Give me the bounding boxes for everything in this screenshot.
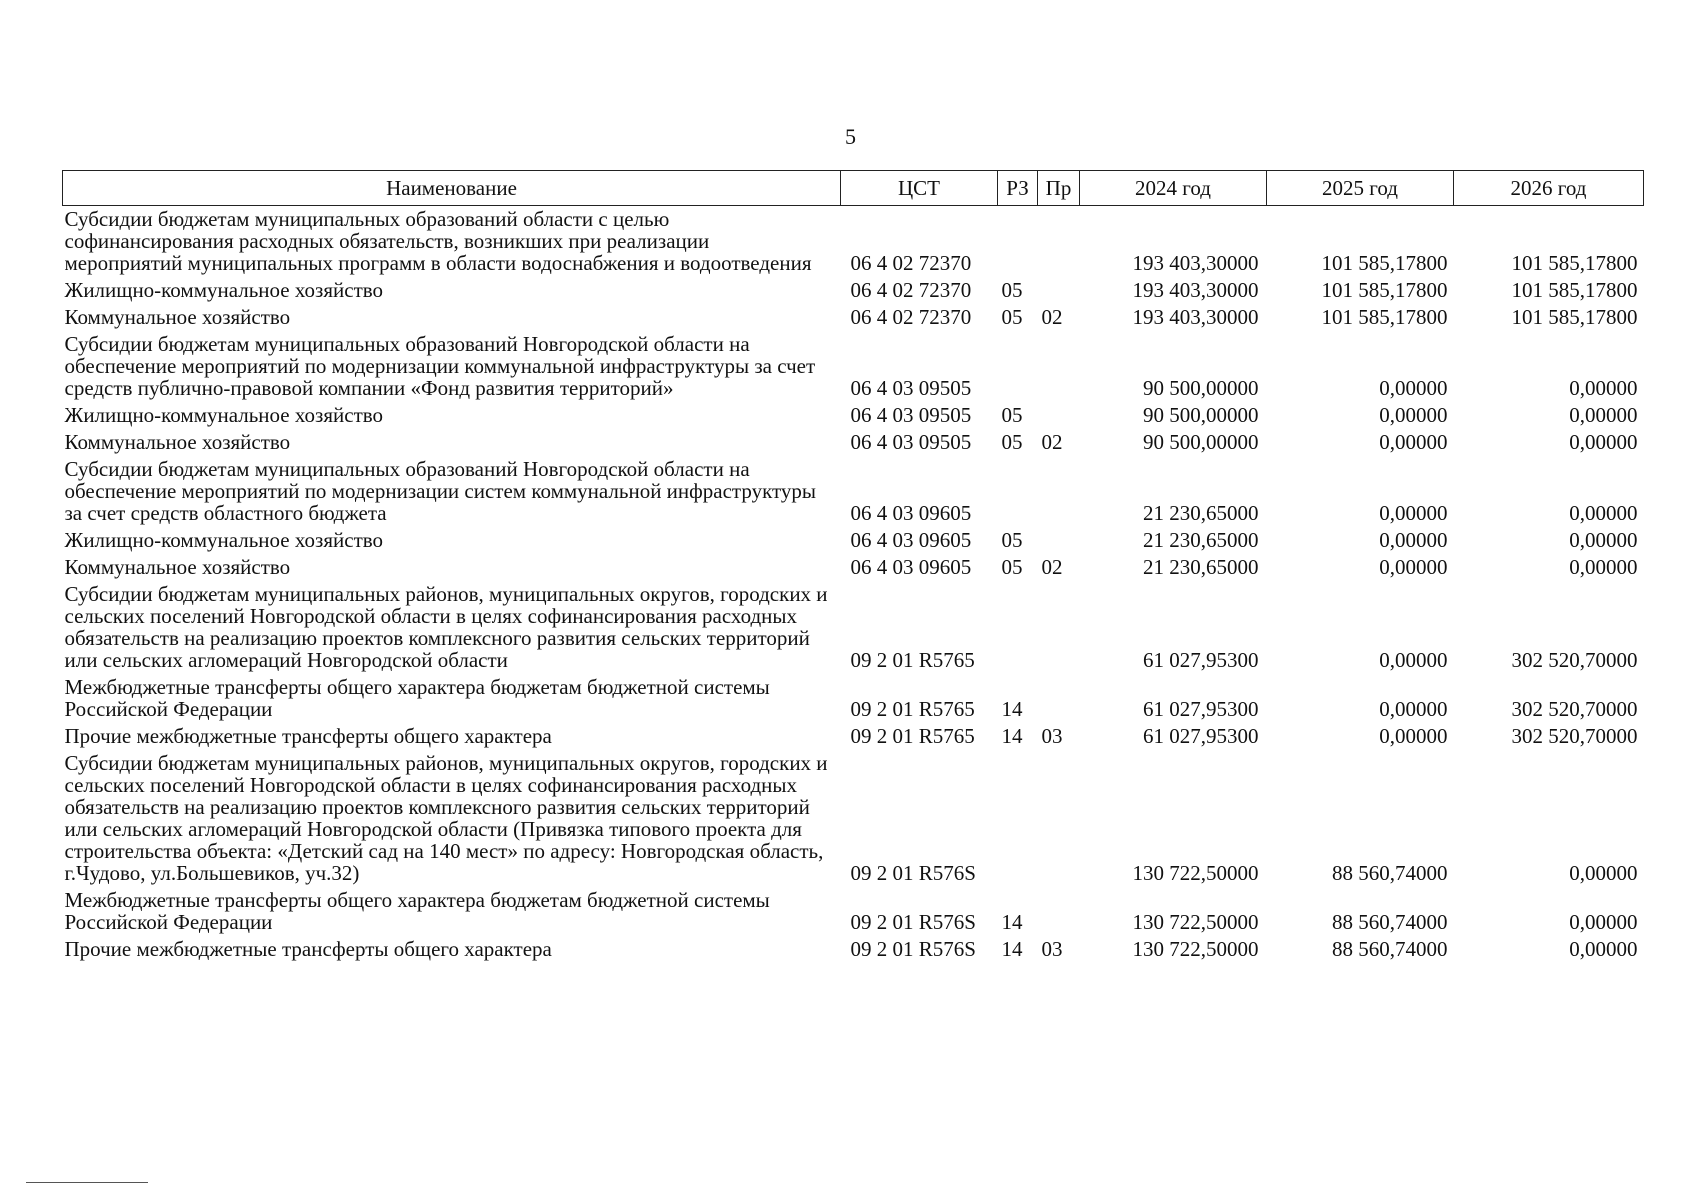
cell-cst: 06 4 03 09505 xyxy=(850,430,972,454)
cell-2024: 90 500,00000 xyxy=(1143,376,1259,400)
cell-cst: 09 2 01 R576S xyxy=(850,937,976,961)
header-name: Наименование xyxy=(63,171,841,206)
table-header xyxy=(63,171,1644,206)
cell-pr xyxy=(1038,402,1080,429)
cell-name: Субсидии бюджетам муниципальных образований Новгородской области на обеспечение мероприятий по модернизации коммунальной инфраструктуры за счет средств публично-правовой компании «Фонд развития территорий» xyxy=(64,332,816,400)
cell-rz: 05 xyxy=(1001,528,1023,552)
cell-2026: 0,00000 xyxy=(1569,528,1638,552)
cell-cst: 06 4 02 72370 xyxy=(850,251,972,275)
cell-cst: 06 4 03 09605 xyxy=(850,528,972,552)
cell-rz xyxy=(998,456,1038,527)
cell-2025: 0,00000 xyxy=(1379,430,1448,454)
table-row xyxy=(63,331,1644,402)
header-pr: Пр xyxy=(1038,171,1080,206)
cell-2026: 101 585,17800 xyxy=(1511,251,1638,275)
cell-cst: 09 2 01 R5765 xyxy=(850,724,975,748)
cell-pr: 02 xyxy=(1041,430,1063,454)
table-row xyxy=(63,723,1644,750)
cell-2026: 101 585,17800 xyxy=(1511,305,1638,329)
cell-2025: 0,00000 xyxy=(1379,528,1448,552)
table-body xyxy=(63,206,1644,964)
header-row xyxy=(63,171,1644,206)
table-row xyxy=(63,304,1644,331)
cell-name: Коммунальное хозяйство xyxy=(64,555,291,579)
table-row xyxy=(63,674,1644,723)
cell-2025: 101 585,17800 xyxy=(1321,305,1448,329)
cell-2024: 193 403,30000 xyxy=(1132,278,1259,302)
cell-cst: 06 4 03 09505 xyxy=(850,376,972,400)
cell-pr xyxy=(1038,331,1080,402)
cell-name: Межбюджетные трансферты общего характера бюджетам бюджетной системы Российской Федерации xyxy=(64,888,770,934)
cell-2024: 193 403,30000 xyxy=(1132,305,1259,329)
cell-rz: 14 xyxy=(1001,697,1023,721)
cell-name: Жилищно-коммунальное хозяйство xyxy=(64,528,384,552)
table-row xyxy=(63,554,1644,581)
header-2025: 2025 год xyxy=(1267,171,1454,206)
cell-2026: 302 520,70000 xyxy=(1511,648,1638,672)
cell-rz xyxy=(998,206,1038,278)
cell-cst: 06 4 02 72370 xyxy=(850,278,972,302)
cell-2026: 302 520,70000 xyxy=(1511,724,1638,748)
cell-rz: 14 xyxy=(1001,910,1023,934)
table-row xyxy=(63,750,1644,887)
cell-2026: 0,00000 xyxy=(1569,555,1638,579)
cell-cst: 09 2 01 R5765 xyxy=(850,697,975,721)
cell-pr: 02 xyxy=(1041,305,1063,329)
cell-2026: 0,00000 xyxy=(1569,910,1638,934)
cell-pr xyxy=(1038,456,1080,527)
cell-rz: 14 xyxy=(1001,937,1023,961)
cell-2025: 0,00000 xyxy=(1379,724,1448,748)
cell-2025: 88 560,74000 xyxy=(1332,937,1448,961)
cell-name: Коммунальное хозяйство xyxy=(64,430,291,454)
cell-2025: 88 560,74000 xyxy=(1332,861,1448,885)
cell-cst: 09 2 01 R576S xyxy=(850,861,976,885)
cell-name: Субсидии бюджетам муниципальных районов, муниципальных округов, городских и сельских поселений Новгородской области в целях софинансирования расходных обязательств на реализацию проектов комплексного развития сельских территорий или сельских агломераций Новгородской области xyxy=(64,582,828,672)
header-rz: РЗ xyxy=(998,171,1038,206)
cell-2025: 0,00000 xyxy=(1379,376,1448,400)
table-row xyxy=(63,936,1644,963)
table-row xyxy=(63,456,1644,527)
cell-2025: 0,00000 xyxy=(1379,501,1448,525)
cell-2025: 101 585,17800 xyxy=(1321,251,1448,275)
cell-cst: 06 4 02 72370 xyxy=(850,305,972,329)
cell-cst: 09 2 01 R576S xyxy=(850,910,976,934)
cell-rz xyxy=(998,331,1038,402)
cell-pr xyxy=(1038,527,1080,554)
cell-2024: 193 403,30000 xyxy=(1132,251,1259,275)
cell-2026: 0,00000 xyxy=(1569,861,1638,885)
table-row xyxy=(63,581,1644,674)
cell-rz: 05 xyxy=(1001,278,1023,302)
cell-2026: 0,00000 xyxy=(1569,430,1638,454)
footer-divider xyxy=(26,1182,148,1183)
cell-2024: 21 230,65000 xyxy=(1143,501,1259,525)
cell-2026: 0,00000 xyxy=(1569,403,1638,427)
table-row xyxy=(63,527,1644,554)
cell-2024: 130 722,50000 xyxy=(1132,910,1259,934)
cell-name: Субсидии бюджетам муниципальных образований области с целью софинансирования расходных обязательств, возникших при реализации мероприятий муниципальных программ в области водоснабжения и водоотведения xyxy=(64,207,812,275)
cell-2026: 0,00000 xyxy=(1569,376,1638,400)
cell-rz: 14 xyxy=(1001,724,1023,748)
cell-2025: 101 585,17800 xyxy=(1321,278,1448,302)
cell-rz xyxy=(998,750,1038,887)
cell-pr xyxy=(1038,581,1080,674)
cell-rz: 05 xyxy=(1001,305,1023,329)
cell-2024: 21 230,65000 xyxy=(1143,555,1259,579)
cell-2025: 0,00000 xyxy=(1379,648,1448,672)
cell-pr: 03 xyxy=(1041,724,1063,748)
cell-2025: 0,00000 xyxy=(1379,555,1448,579)
cell-pr: 03 xyxy=(1041,937,1063,961)
table-row xyxy=(63,206,1644,278)
header-cst: ЦСТ xyxy=(841,171,998,206)
cell-pr: 02 xyxy=(1041,555,1063,579)
cell-cst: 06 4 03 09605 xyxy=(850,501,972,525)
page-number: 5 xyxy=(845,124,856,149)
cell-2024: 21 230,65000 xyxy=(1143,528,1259,552)
table-row xyxy=(63,277,1644,304)
cell-rz: 05 xyxy=(1001,430,1023,454)
cell-rz xyxy=(998,581,1038,674)
cell-pr xyxy=(1038,750,1080,887)
cell-name: Жилищно-коммунальное хозяйство xyxy=(64,278,384,302)
budget-table xyxy=(62,170,1644,963)
cell-2025: 88 560,74000 xyxy=(1332,910,1448,934)
cell-2024: 130 722,50000 xyxy=(1132,861,1259,885)
cell-2025: 0,00000 xyxy=(1379,403,1448,427)
table-row xyxy=(63,887,1644,936)
cell-2024: 61 027,95300 xyxy=(1143,697,1259,721)
cell-2026: 101 585,17800 xyxy=(1511,278,1638,302)
cell-name: Прочие межбюджетные трансферты общего характера xyxy=(64,937,552,961)
cell-name: Субсидии бюджетам муниципальных районов, муниципальных округов, городских и сельских поселений Новгородской области в целях софинансирования расходных обязательств на реализацию проектов комплексного развития сельских территорий или сельских агломераций Новгородской области (Привязка типового проекта для строительства объекта: «Детский сад на 140 мест» по адресу: Новгородская область, г.Чудово, ул.Большевиков, уч.32) xyxy=(64,751,828,885)
cell-name: Коммунальное хозяйство xyxy=(64,305,291,329)
cell-rz: 05 xyxy=(1001,555,1023,579)
cell-2026: 302 520,70000 xyxy=(1511,697,1638,721)
cell-2024: 61 027,95300 xyxy=(1143,648,1259,672)
cell-pr xyxy=(1038,887,1080,936)
cell-cst: 06 4 03 09605 xyxy=(850,555,972,579)
cell-2024: 61 027,95300 xyxy=(1143,724,1259,748)
cell-rz: 05 xyxy=(1001,403,1023,427)
cell-2024: 90 500,00000 xyxy=(1143,430,1259,454)
cell-2025: 0,00000 xyxy=(1379,697,1448,721)
cell-name: Межбюджетные трансферты общего характера бюджетам бюджетной системы Российской Федерации xyxy=(64,675,770,721)
cell-2026: 0,00000 xyxy=(1569,937,1638,961)
table-row xyxy=(63,402,1644,429)
cell-name: Жилищно-коммунальное хозяйство xyxy=(64,403,384,427)
cell-2024: 130 722,50000 xyxy=(1132,937,1259,961)
header-2024: 2024 год xyxy=(1080,171,1267,206)
cell-name: Субсидии бюджетам муниципальных образований Новгородской области на обеспечение мероприятий по модернизации систем коммунальной инфраструктуры за счет средств областного бюджета xyxy=(64,457,816,525)
cell-2024: 90 500,00000 xyxy=(1143,403,1259,427)
cell-name: Прочие межбюджетные трансферты общего характера xyxy=(64,724,552,748)
cell-2026: 0,00000 xyxy=(1569,501,1638,525)
cell-pr xyxy=(1038,206,1080,278)
cell-pr xyxy=(1038,277,1080,304)
cell-cst: 09 2 01 R5765 xyxy=(850,648,975,672)
table-row xyxy=(63,429,1644,456)
cell-cst: 06 4 03 09505 xyxy=(850,403,972,427)
cell-pr xyxy=(1038,674,1080,723)
header-2026: 2026 год xyxy=(1454,171,1644,206)
